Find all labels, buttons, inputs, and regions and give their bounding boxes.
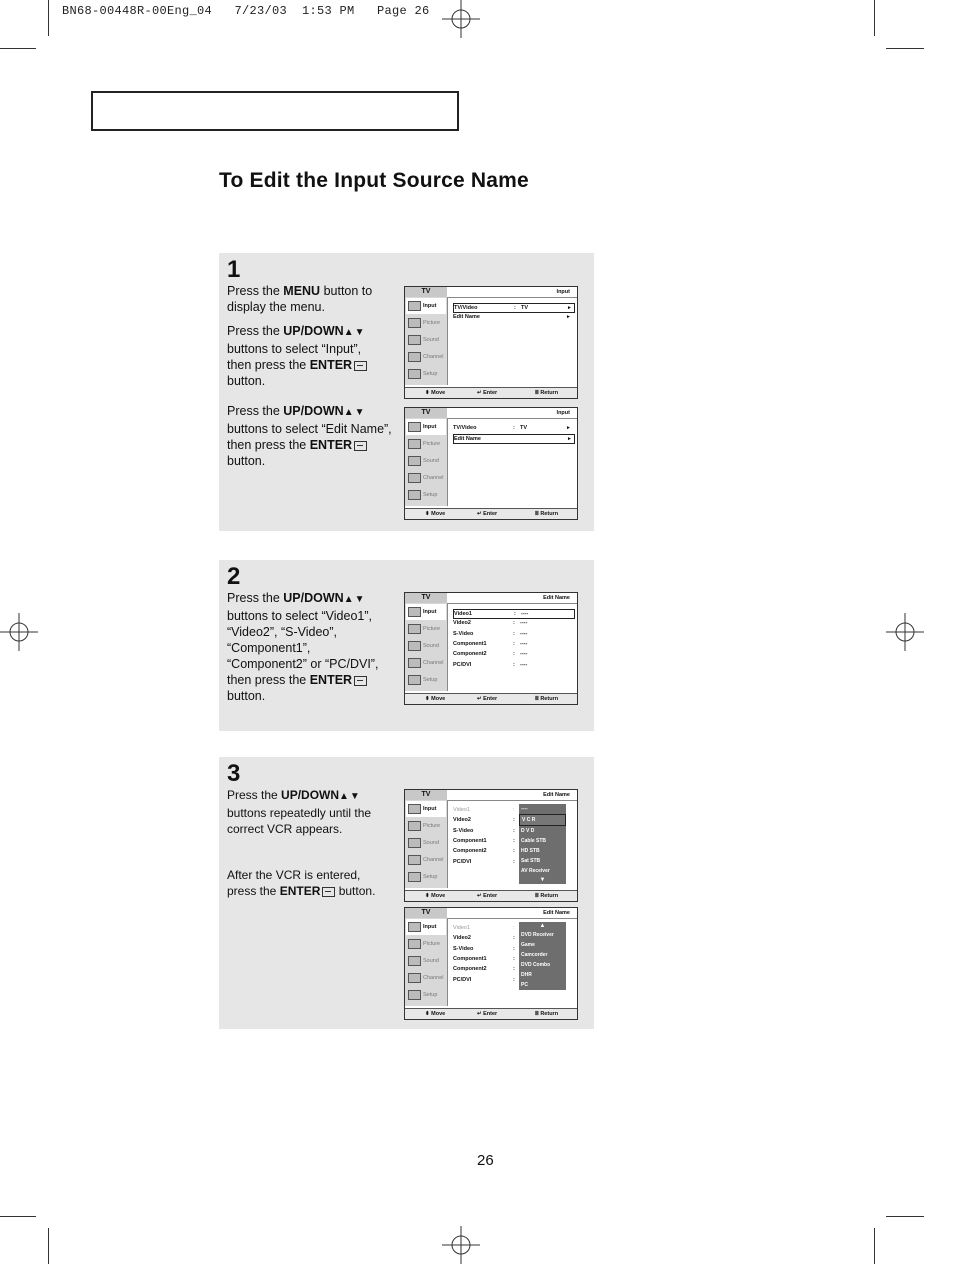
sound-icon bbox=[408, 641, 421, 651]
osd-sidebar-item-picture bbox=[406, 315, 446, 331]
osd-footer bbox=[405, 1008, 577, 1019]
osd-sidebar-item-picture bbox=[406, 936, 446, 952]
osd-footer-label: Move bbox=[431, 893, 446, 899]
setup-icon bbox=[408, 490, 421, 500]
osd-header-bar bbox=[447, 408, 577, 419]
osd-sidebar-label: Sound bbox=[423, 958, 439, 964]
move-icon: ⬍ bbox=[425, 390, 432, 396]
setup-icon bbox=[408, 990, 421, 1000]
channel-icon bbox=[408, 855, 421, 865]
text-run: buttons to select “Edit Name”, then press the bbox=[227, 422, 392, 452]
osd-row-colon: : bbox=[513, 837, 515, 844]
text-run: Press the bbox=[227, 324, 284, 338]
sound-icon bbox=[408, 838, 421, 848]
setup-icon bbox=[408, 369, 421, 379]
osd-row-colon: : bbox=[513, 827, 515, 834]
button-name: UP/DOWN bbox=[281, 788, 340, 802]
osd-tv-label: TV bbox=[405, 908, 447, 918]
channel-icon bbox=[408, 658, 421, 668]
input-icon bbox=[408, 922, 421, 932]
osd-footer-label: Return bbox=[540, 696, 559, 702]
osd-sidebar-label: Channel bbox=[423, 975, 444, 981]
move-icon: ⬍ bbox=[425, 1011, 432, 1017]
button-name: MENU bbox=[283, 284, 321, 298]
osd-sidebar-item-input bbox=[406, 419, 446, 435]
tv-menu-screen bbox=[404, 907, 578, 1020]
osd-menu-row bbox=[453, 640, 573, 648]
osd-footer-move bbox=[425, 891, 445, 901]
osd-footer bbox=[405, 508, 577, 519]
text-run: button to display the menu. bbox=[227, 284, 373, 314]
osd-sidebar-label: Setup bbox=[423, 992, 438, 998]
button-name: ENTER bbox=[279, 884, 321, 898]
osd-row-label: Component1 bbox=[453, 640, 487, 647]
dropdown-item: Game bbox=[521, 942, 535, 948]
step-number: 1 bbox=[227, 256, 241, 283]
osd-footer-return bbox=[535, 891, 558, 901]
osd-row-colon: : bbox=[513, 807, 515, 813]
osd-row-value: ---- bbox=[521, 611, 529, 617]
osd-footer-enter bbox=[477, 1009, 497, 1019]
osd-menu-row bbox=[453, 630, 573, 638]
osd-footer bbox=[405, 693, 577, 704]
enter-icon: ↵ bbox=[477, 893, 484, 899]
osd-sidebar-item-channel bbox=[406, 470, 446, 486]
dropdown-item: PC bbox=[521, 982, 528, 988]
crop-mark bbox=[874, 0, 875, 36]
osd-row-arrow-icon: ► bbox=[566, 425, 571, 431]
text-run: buttons to select “Input”, then press the bbox=[227, 342, 362, 372]
osd-row-label: Video2 bbox=[453, 817, 471, 824]
input-icon bbox=[408, 804, 421, 814]
osd-footer-label: Move bbox=[431, 1011, 446, 1017]
osd-menu-row bbox=[453, 650, 573, 658]
dropdown-down-arrow-icon: ▼ bbox=[539, 877, 546, 883]
osd-row-colon: : bbox=[513, 955, 515, 962]
osd-footer-return bbox=[535, 1009, 558, 1019]
button-name: UP/DOWN bbox=[283, 324, 344, 338]
osd-footer bbox=[405, 387, 577, 398]
osd-footer-label: Move bbox=[431, 511, 446, 517]
osd-menu-row bbox=[453, 424, 573, 432]
osd-footer-enter bbox=[477, 891, 497, 901]
step-number: 3 bbox=[227, 760, 241, 787]
osd-sidebar-item-setup bbox=[406, 366, 446, 382]
osd-footer-label: Return bbox=[540, 511, 559, 517]
osd-sidebar-item-input bbox=[406, 604, 446, 620]
osd-sidebar-item-channel bbox=[406, 852, 446, 868]
text-run: button. bbox=[227, 374, 266, 388]
move-icon: ⬍ bbox=[425, 511, 432, 517]
osd-sidebar bbox=[405, 297, 448, 385]
move-icon: ⬍ bbox=[425, 696, 432, 702]
osd-dropdown-list bbox=[519, 922, 566, 990]
dropdown-up-arrow-icon: ▲ bbox=[539, 923, 546, 929]
page-title: To Edit the Input Source Name bbox=[219, 169, 529, 192]
osd-row-label: Component1 bbox=[453, 955, 487, 962]
dropdown-item: DVD Combo bbox=[521, 962, 551, 968]
sound-icon bbox=[408, 335, 421, 345]
osd-footer-return bbox=[535, 694, 558, 704]
osd-row-colon: : bbox=[514, 305, 516, 311]
osd-tv-label: TV bbox=[405, 408, 447, 418]
osd-sidebar-item-sound bbox=[406, 638, 446, 654]
osd-tv-label: TV bbox=[405, 593, 447, 603]
dropdown-item: V C R bbox=[519, 814, 566, 826]
return-icon: Ⅲ bbox=[535, 511, 541, 517]
dropdown-item: DHR bbox=[521, 972, 532, 978]
osd-footer-label: Move bbox=[431, 696, 446, 702]
step-1-paragraph bbox=[227, 323, 387, 389]
button-name: ENTER bbox=[309, 358, 353, 372]
button-name: UP/DOWN bbox=[283, 591, 344, 605]
channel-icon bbox=[408, 352, 421, 362]
text-run: Press the bbox=[227, 591, 284, 605]
osd-sidebar-item-channel bbox=[406, 970, 446, 986]
osd-sidebar bbox=[405, 918, 448, 1006]
dropdown-item: AV Receiver bbox=[521, 868, 550, 874]
button-name: ENTER bbox=[309, 438, 353, 452]
osd-footer-label: Return bbox=[540, 390, 559, 396]
osd-sidebar-item-sound bbox=[406, 835, 446, 851]
tv-menu-screen bbox=[404, 789, 578, 902]
up-down-arrows-icon: ▲▼ bbox=[343, 594, 366, 605]
osd-row-label: Video1 bbox=[454, 611, 472, 617]
osd-row-label: S-Video bbox=[453, 827, 474, 834]
up-down-arrows-icon: ▲▼ bbox=[339, 791, 361, 802]
osd-row-value: ---- bbox=[520, 640, 528, 647]
return-icon: Ⅲ bbox=[535, 893, 541, 899]
tv-menu-screen bbox=[404, 592, 578, 705]
setup-icon bbox=[408, 675, 421, 685]
osd-menu-row bbox=[453, 313, 573, 321]
osd-row-colon: : bbox=[514, 611, 516, 617]
osd-row-colon: : bbox=[513, 848, 515, 855]
osd-sidebar-label: Input bbox=[423, 609, 437, 615]
osd-sidebar bbox=[405, 800, 448, 888]
osd-row-arrow-icon: ► bbox=[567, 305, 572, 311]
osd-row-colon: : bbox=[513, 925, 515, 931]
picture-icon bbox=[408, 318, 421, 328]
text-run: buttons to select “Video1”, “Video2”, “S-Video”, “Component1”, “Component2” or “PC/DVI”, then press the bbox=[227, 609, 379, 687]
osd-menu-title: Input bbox=[556, 410, 570, 416]
osd-row-colon: : bbox=[513, 425, 515, 431]
osd-sidebar-item-setup bbox=[406, 869, 446, 885]
osd-row-colon: : bbox=[513, 620, 515, 627]
picture-icon bbox=[408, 821, 421, 831]
osd-tv-label: TV bbox=[405, 790, 447, 800]
osd-row-label: PC/DVI bbox=[453, 858, 472, 865]
dropdown-item: Cable STB bbox=[521, 838, 547, 844]
osd-row-label: Video1 bbox=[453, 807, 471, 813]
osd-sidebar-label: Setup bbox=[423, 874, 438, 880]
osd-footer-label: Enter bbox=[483, 1011, 498, 1017]
osd-row-colon: : bbox=[513, 935, 515, 942]
osd-row-label: Video2 bbox=[453, 620, 471, 627]
osd-row-label: Component2 bbox=[453, 651, 487, 658]
picture-icon bbox=[408, 439, 421, 449]
osd-row-value: ---- bbox=[520, 661, 528, 668]
channel-icon bbox=[408, 473, 421, 483]
osd-header-bar bbox=[447, 593, 577, 604]
button-name: UP/DOWN bbox=[283, 404, 344, 418]
osd-sidebar-label: Setup bbox=[423, 492, 438, 498]
osd-header-bar bbox=[447, 790, 577, 801]
osd-row-colon: : bbox=[513, 661, 515, 668]
osd-menu-row bbox=[453, 609, 575, 619]
osd-row-value: TV bbox=[520, 425, 528, 431]
osd-footer-move bbox=[425, 509, 445, 519]
osd-row-arrow-icon: ► bbox=[567, 436, 572, 443]
picture-icon bbox=[408, 624, 421, 634]
text-run: buttons repeatedly until the correct VCR appears. bbox=[227, 806, 372, 836]
osd-footer-label: Enter bbox=[483, 893, 498, 899]
dropdown-item: ---- bbox=[521, 806, 528, 812]
crop-mark bbox=[48, 0, 49, 36]
osd-row-label: Edit Name bbox=[454, 436, 481, 443]
osd-sidebar-label: Picture bbox=[423, 441, 441, 447]
sound-icon bbox=[408, 956, 421, 966]
crop-mark bbox=[48, 1228, 49, 1264]
tv-menu-screen bbox=[404, 407, 578, 520]
sound-icon bbox=[408, 456, 421, 466]
osd-menu-title: Edit Name bbox=[543, 792, 570, 798]
osd-footer-label: Enter bbox=[483, 390, 498, 396]
osd-sidebar-label: Channel bbox=[423, 660, 444, 666]
osd-sidebar-label: Picture bbox=[423, 823, 441, 829]
osd-menu-row bbox=[453, 619, 573, 627]
text-run: Press the bbox=[227, 404, 284, 418]
osd-row-colon: : bbox=[513, 858, 515, 865]
osd-tv-label: TV bbox=[405, 287, 447, 297]
osd-header-bar bbox=[447, 287, 577, 298]
registration-mark-icon bbox=[886, 613, 924, 651]
osd-row-colon: : bbox=[513, 945, 515, 952]
osd-row-value: TV bbox=[521, 305, 529, 311]
crop-mark bbox=[874, 1228, 875, 1264]
channel-icon bbox=[408, 973, 421, 983]
crop-mark bbox=[886, 1216, 924, 1217]
osd-footer-enter bbox=[477, 388, 497, 398]
osd-sidebar-item-picture bbox=[406, 436, 446, 452]
osd-row-arrow-icon: ► bbox=[566, 314, 571, 321]
osd-footer-move bbox=[425, 694, 445, 704]
osd-sidebar-item-sound bbox=[406, 332, 446, 348]
picture-icon bbox=[408, 939, 421, 949]
osd-footer-enter bbox=[477, 694, 497, 704]
osd-row-value: ---- bbox=[520, 620, 528, 627]
enter-button-icon bbox=[354, 361, 367, 371]
osd-sidebar-item-input bbox=[406, 801, 446, 817]
osd-row-label: PC/DVI bbox=[453, 976, 472, 983]
osd-menu-row bbox=[453, 303, 575, 313]
section-header-box bbox=[91, 91, 459, 131]
osd-sidebar-label: Setup bbox=[423, 677, 438, 683]
osd-sidebar-item-input bbox=[406, 298, 446, 314]
osd-footer-enter bbox=[477, 509, 497, 519]
step-1-paragraph bbox=[227, 283, 387, 315]
osd-footer-label: Return bbox=[540, 1011, 559, 1017]
osd-sidebar-label: Input bbox=[423, 424, 437, 430]
osd-row-colon: : bbox=[513, 630, 515, 637]
osd-row-label: Video1 bbox=[453, 925, 471, 931]
osd-row-value: ---- bbox=[520, 651, 528, 658]
osd-footer-label: Enter bbox=[483, 696, 498, 702]
osd-sidebar-label: Input bbox=[423, 303, 437, 309]
button-name: ENTER bbox=[309, 673, 353, 687]
dropdown-item: HD STB bbox=[521, 848, 540, 854]
osd-footer-return bbox=[535, 509, 558, 519]
step-3-paragraph bbox=[227, 867, 387, 899]
crop-mark bbox=[0, 1216, 36, 1217]
step-number: 2 bbox=[227, 563, 241, 590]
osd-row-colon: : bbox=[513, 651, 515, 658]
input-icon bbox=[408, 607, 421, 617]
osd-sidebar-label: Sound bbox=[423, 458, 439, 464]
osd-row-label: Video2 bbox=[453, 935, 471, 942]
osd-sidebar-label: Channel bbox=[423, 475, 444, 481]
osd-sidebar-label: Sound bbox=[423, 840, 439, 846]
osd-row-colon: : bbox=[513, 966, 515, 973]
text-run: After the VCR is entered, press the bbox=[227, 868, 361, 898]
move-icon: ⬍ bbox=[425, 893, 432, 899]
osd-sidebar-label: Sound bbox=[423, 337, 439, 343]
text-run: Press the bbox=[227, 284, 284, 298]
osd-menu-row bbox=[453, 434, 575, 444]
osd-sidebar-item-channel bbox=[406, 655, 446, 671]
up-down-arrows-icon: ▲▼ bbox=[343, 407, 366, 418]
text-run: button. bbox=[227, 689, 266, 703]
dropdown-item: Sat STB bbox=[521, 858, 541, 864]
osd-sidebar-label: Input bbox=[423, 806, 437, 812]
dropdown-item: DVD Receiver bbox=[521, 932, 554, 938]
osd-dropdown-list bbox=[519, 804, 566, 884]
osd-row-label: Component2 bbox=[453, 966, 487, 973]
osd-sidebar-item-setup bbox=[406, 987, 446, 1003]
osd-row-value: ---- bbox=[520, 630, 528, 637]
osd-menu-title: Edit Name bbox=[543, 910, 570, 916]
osd-header-bar bbox=[447, 908, 577, 919]
osd-footer-move bbox=[425, 388, 445, 398]
enter-icon: ↵ bbox=[477, 390, 484, 396]
text-run: button. bbox=[227, 454, 266, 468]
osd-row-colon: : bbox=[513, 640, 515, 647]
enter-button-icon bbox=[354, 676, 367, 686]
osd-sidebar-item-channel bbox=[406, 349, 446, 365]
osd-sidebar-item-input bbox=[406, 919, 446, 935]
registration-mark-icon bbox=[442, 0, 480, 38]
page-number: 26 bbox=[477, 1152, 494, 1169]
osd-sidebar-label: Sound bbox=[423, 643, 439, 649]
osd-sidebar-label: Picture bbox=[423, 320, 441, 326]
print-slug: BN68-00448R-00Eng_04 7/23/03 1:53 PM Page 26 bbox=[62, 4, 430, 18]
osd-row-label: Component2 bbox=[453, 848, 487, 855]
registration-mark-icon bbox=[0, 613, 38, 651]
enter-icon: ↵ bbox=[477, 696, 484, 702]
osd-sidebar-label: Setup bbox=[423, 371, 438, 377]
text-run: button. bbox=[335, 884, 376, 898]
osd-row-label: S-Video bbox=[453, 945, 474, 952]
osd-row-colon: : bbox=[513, 817, 515, 824]
osd-row-label: PC/DVI bbox=[453, 661, 472, 668]
osd-menu-row bbox=[453, 661, 573, 669]
osd-footer-label: Move bbox=[431, 390, 446, 396]
osd-footer bbox=[405, 890, 577, 901]
enter-button-icon bbox=[322, 887, 335, 897]
osd-sidebar-item-picture bbox=[406, 818, 446, 834]
enter-button-icon bbox=[354, 441, 367, 451]
crop-mark bbox=[0, 48, 36, 49]
osd-menu-title: Input bbox=[556, 289, 570, 295]
osd-sidebar-item-sound bbox=[406, 453, 446, 469]
osd-row-label: Component1 bbox=[453, 837, 487, 844]
osd-footer-return bbox=[535, 388, 558, 398]
osd-sidebar-label: Picture bbox=[423, 626, 441, 632]
crop-mark bbox=[886, 48, 924, 49]
osd-sidebar-label: Channel bbox=[423, 857, 444, 863]
setup-icon bbox=[408, 872, 421, 882]
text-run: Press the bbox=[227, 788, 282, 802]
step-2-paragraph bbox=[227, 590, 392, 704]
osd-sidebar-label: Input bbox=[423, 924, 437, 930]
osd-sidebar-label: Picture bbox=[423, 941, 441, 947]
osd-footer-move bbox=[425, 1009, 445, 1019]
osd-sidebar bbox=[405, 418, 448, 506]
osd-sidebar-item-sound bbox=[406, 953, 446, 969]
return-icon: Ⅲ bbox=[535, 696, 541, 702]
step-3-paragraph bbox=[227, 787, 372, 837]
osd-menu-title: Edit Name bbox=[543, 595, 570, 601]
return-icon: Ⅲ bbox=[535, 390, 541, 396]
return-icon: Ⅲ bbox=[535, 1011, 541, 1017]
osd-row-label: TV/Video bbox=[454, 305, 478, 311]
enter-icon: ↵ bbox=[477, 1011, 484, 1017]
osd-sidebar-label: Channel bbox=[423, 354, 444, 360]
tv-menu-screen bbox=[404, 286, 578, 399]
osd-sidebar-item-picture bbox=[406, 621, 446, 637]
dropdown-item: Camcorder bbox=[521, 952, 548, 958]
osd-sidebar bbox=[405, 603, 448, 691]
osd-sidebar-item-setup bbox=[406, 487, 446, 503]
enter-icon: ↵ bbox=[477, 511, 484, 517]
osd-sidebar-item-setup bbox=[406, 672, 446, 688]
osd-row-label: Edit Name bbox=[453, 314, 480, 321]
up-down-arrows-icon: ▲▼ bbox=[343, 327, 366, 338]
step-1-paragraph bbox=[227, 403, 399, 469]
input-icon bbox=[408, 301, 421, 311]
dropdown-item: D V D bbox=[521, 828, 535, 834]
osd-row-colon: : bbox=[513, 976, 515, 983]
osd-row-label: TV/Video bbox=[453, 425, 477, 431]
input-icon bbox=[408, 422, 421, 432]
registration-mark-icon bbox=[442, 1226, 480, 1264]
osd-row-label: S-Video bbox=[453, 630, 474, 637]
osd-footer-label: Enter bbox=[483, 511, 498, 517]
osd-footer-label: Return bbox=[540, 893, 559, 899]
